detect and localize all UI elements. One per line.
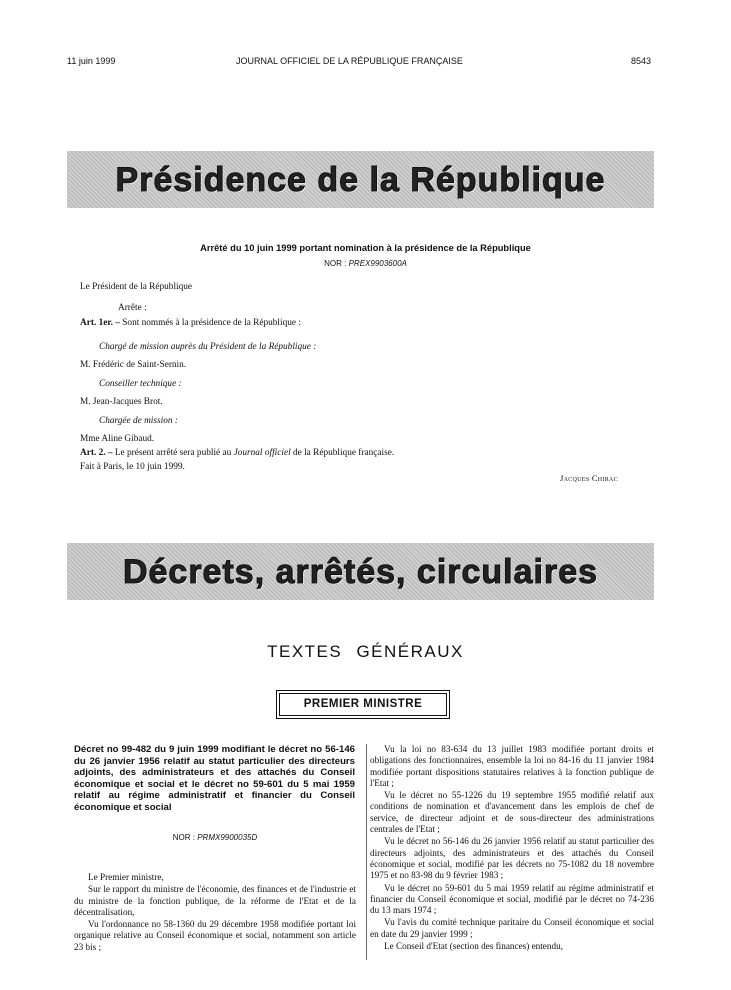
section-title: TEXTES GÉNÉRAUX xyxy=(267,642,464,661)
banner-decrets-text: Décrets, arrêtés, circulaires xyxy=(122,553,599,591)
arrete-nor-label: NOR : xyxy=(324,259,349,268)
decret-left-paragraph: Le Premier ministre, xyxy=(88,872,164,882)
article-2-text-a: Le présent arrêté sera publié au xyxy=(114,448,234,458)
decret-nor-label: NOR : xyxy=(172,833,198,842)
header-date: 11 juin 1999 xyxy=(67,56,116,66)
arrete-intro: Le Président de la République xyxy=(80,282,193,292)
decret-right-paragraph: Vu la loi no 83-634 du 13 juillet 1983 modifiée portant droits et obligations des fonctionnaires, ensemble la loi no 84-16 du 11 janvier 1984 modifiée portant dispositions statutaires relatives à la fonction publique de l'Etat ; xyxy=(370,744,654,788)
article-1 xyxy=(80,317,301,329)
ministry-name: PREMIER MINISTRE xyxy=(279,693,447,716)
arrete-title: Arrêté du 10 juin 1999 portant nomination à la présidence de la République xyxy=(200,243,531,253)
role-heading-3: Chargée de mission : xyxy=(99,416,178,426)
signature: Jacques Chirac xyxy=(560,473,618,483)
article-1-text: Sont nommés à la présidence de la République : xyxy=(122,318,301,328)
header-journal-title: JOURNAL OFFICIEL DE LA RÉPUBLIQUE FRANÇAISE xyxy=(236,56,463,66)
article-2-text-b: de la République française. xyxy=(290,448,395,458)
appointee-1: M. Frédéric de Saint-Sernin. xyxy=(80,360,187,370)
appointee-2: M. Jean-Jacques Brot. xyxy=(80,397,163,407)
column-divider xyxy=(366,744,367,960)
decret-right-paragraph: Vu le décret no 55-1226 du 19 septembre 1955 modifié relatif aux conditions de nomination et d'avancement dans les emplois de chef de service, de directeur adjoint et de sous-directeur des administrations centrales de l'Etat ; xyxy=(370,790,654,835)
article-2 xyxy=(80,447,394,459)
decret-right-paragraph: Vu l'avis du comité technique paritaire du Conseil économique et social en date du 29 janvier 1999 ; xyxy=(370,917,654,939)
arrete-nor-value: PREX9903600A xyxy=(348,259,407,268)
decret-right-paragraph: Le Conseil d'Etat (section des finances) entendu, xyxy=(384,941,563,952)
decret-right-column xyxy=(370,744,654,953)
article-2-label: Art. 2. – xyxy=(80,448,113,458)
arrete-done-at: Fait à Paris, le 10 juin 1999. xyxy=(80,462,185,472)
arrete-nor xyxy=(0,259,731,268)
role-heading-2: Conseiller technique : xyxy=(99,379,182,389)
decret-nor-value: PRMX9900035D xyxy=(197,833,258,842)
header-page-number: 8543 xyxy=(631,56,652,66)
arrete-verb: Arrête : xyxy=(118,303,147,313)
ministry-box-outer xyxy=(276,690,450,719)
decret-right-paragraph: Vu le décret no 56-146 du 26 janvier 1956 relatif au statut particulier des directeurs adjoints, des administrateurs et des attachés du Conseil économique et social, modifié par les décrets no 75-1082 du 18 novembre 1975 et no 83-98 du 9 février 1983 ; xyxy=(370,836,654,881)
decret-left-paragraph: Vu l'ordonnance no 58-1360 du 29 décembre 1958 modifiée portant loi organique relative au Conseil économique et social, notamment son article 23 bis ; xyxy=(74,919,356,952)
article-1-label: Art. 1er. – xyxy=(80,318,120,328)
banner-presidence-text: Présidence de la République xyxy=(115,161,606,199)
decret-right-paragraph: Vu le décret no 59-601 du 5 mai 1959 relatif au régime administratif et financier du Conseil économique et social, modifié par le décret no 74-236 du 13 mars 1974 ; xyxy=(370,882,654,916)
banner-decrets xyxy=(67,543,654,600)
decret-left-column xyxy=(74,872,356,954)
appointee-3: Mme Aline Gibaud. xyxy=(80,434,155,444)
role-heading-1: Chargé de mission auprès du Président de la République : xyxy=(99,342,317,352)
decret-title: Décret no 99-482 du 9 juin 1999 modifiant le décret no 56-146 du 26 janvier 1956 relatif au statut particulier des directeurs adjoints, des administrateurs et des attachés du Conseil économique et social et le décret no 59-601 du 5 mai 1959 relatif au régime administratif et financier du Conseil économique et social xyxy=(74,744,355,813)
decret-left-paragraph: Sur le rapport du ministre de l'économie, des finances et de l'industrie et du ministre de la fonction publique, de la réforme de l'Etat et de la décentralisation, xyxy=(74,884,356,917)
article-2-journal-officiel: Journal officiel xyxy=(233,448,291,458)
banner-presidence xyxy=(67,151,654,208)
